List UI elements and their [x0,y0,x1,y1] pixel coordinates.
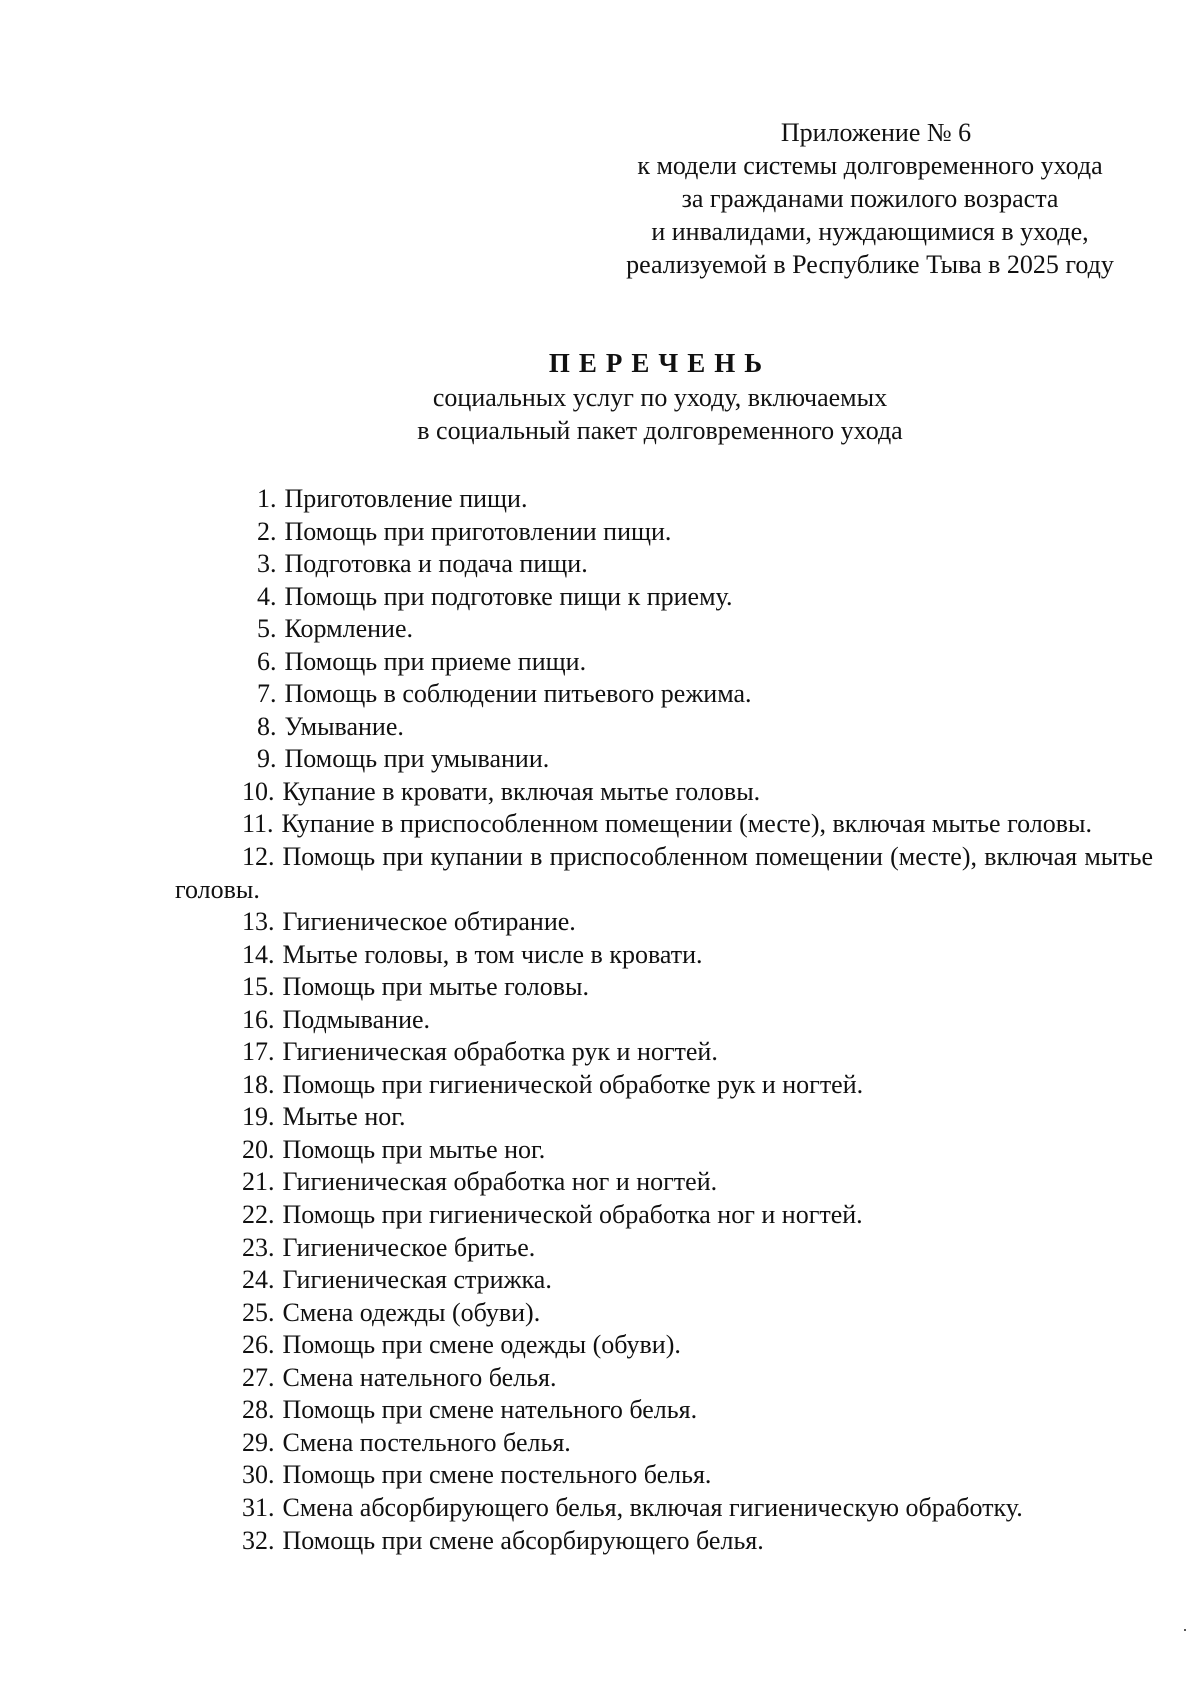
list-item-number: 13. [242,907,275,937]
list-item-text: Приготовление пищи. [284,484,528,513]
list-item-number: 15. [242,972,275,1002]
list-item [175,1004,1153,1037]
list-item [175,1264,1153,1297]
list-item-text: Купание в кровати, включая мытье головы. [282,776,761,806]
list-item-number: 3. [257,549,277,579]
list-item [175,1036,1153,1069]
list-item [175,808,1153,841]
list-item-number: 10. [242,776,275,806]
list-item [175,1329,1153,1362]
list-item-text: Гигиеническая обработка рук и ногтей. [282,1037,718,1067]
subtitle-line: в социальный пакет долговременного ухода [417,416,903,445]
list-item-number: 31. [242,1492,275,1522]
list-item [175,483,1153,516]
list-item-number: 4. [257,581,277,611]
list-item [175,1297,1153,1330]
list-item-text: Мытье ног. [282,1102,406,1132]
list-item-text: Помощь при приеме пищи. [284,646,587,676]
list-item [175,1394,1153,1427]
list-item-number: 22. [242,1200,275,1230]
list-item-text: Помощь в соблюдении питьевого режима. [284,679,752,709]
list-item [175,1232,1153,1265]
list-item-number: 25. [242,1297,275,1327]
list-item-text: Гигиеническое бритье. [282,1232,536,1262]
list-item-text: Гигиеническая обработка ног и ногтей. [282,1167,718,1197]
list-item [175,613,1153,646]
list-item-text: Гигиеническое обтирание. [282,907,576,937]
list-item-text: Помощь при смене постельного белья. [282,1460,712,1490]
annex-line: Приложение № 6 [780,118,972,147]
list-item-text: Смена абсорбирующего белья, включая гигиеническую обработку. [282,1492,1023,1522]
list-item-number: 19. [242,1102,275,1132]
list-item [175,906,1153,939]
list-item-number: 27. [242,1362,275,1392]
list-item [175,1101,1153,1134]
list-item [175,776,1153,809]
list-item-number: 26. [242,1330,275,1360]
list-item-number: 23. [242,1232,275,1262]
list-item-number: 32. [242,1525,275,1555]
list-item-number: 8. [257,711,277,741]
list-item-number: 11. [242,809,274,839]
list-item-number: 30. [242,1460,275,1490]
list-item-number: 20. [242,1134,275,1164]
list-item-text: Смена одежды (обуви). [282,1297,541,1327]
list-item [175,971,1153,1004]
list-item-text: Помощь при смене одежды (обуви). [282,1330,681,1360]
list-item [175,1134,1153,1167]
list-item [175,1166,1153,1199]
list-item-number: 18. [242,1069,275,1099]
list-item-text: Помощь при гигиенической обработка ног и ногтей. [282,1200,863,1230]
list-item [175,1427,1153,1460]
list-item-number: 5. [257,614,277,644]
document-subtitle [0,381,1200,447]
list-item-number: 16. [242,1004,275,1034]
list-item [175,711,1153,744]
list-item-number: 17. [242,1037,275,1067]
list-item [175,646,1153,679]
list-item-number: 6. [257,646,277,676]
list-item-number: 9. [257,744,277,774]
list-item-number: 1. [257,484,277,513]
list-item [175,743,1153,776]
annex-line: и инвалидами, нуждающимися в уходе, [651,217,1089,246]
list-item-text: Купание в приспособленном помещении (месте), включая мытье головы. [281,809,1092,839]
annex-line: реализуемой в Республике Тыва в 2025 году [626,250,1114,279]
list-item-text: Смена постельного белья. [282,1427,571,1457]
subtitle-line: социальных услуг по уходу, включаемых [432,383,888,412]
list-item [175,1459,1153,1492]
list-item-number: 29. [242,1427,275,1457]
list-item-text: Помощь при мытье головы. [282,972,590,1002]
annex-header [600,116,1140,281]
list-item [175,581,1153,614]
list-item [175,1362,1153,1395]
list-item-text: Помощь при смене абсорбирующего белья. [282,1525,764,1555]
list-item [175,1069,1153,1102]
services-list [175,483,1153,1557]
annex-line: за гражданами пожилого возраста [681,184,1059,213]
list-item-number: 2. [257,516,277,546]
list-item [175,678,1153,711]
list-item-text: Подмывание. [282,1004,431,1034]
list-item-text: Мытье головы, в том числе в кровати. [282,939,703,969]
list-item-number: 24. [242,1265,275,1295]
list-item-number: 21. [242,1167,275,1197]
list-item-text: Кормление. [284,614,413,644]
list-item-number: 12. [242,842,275,872]
list-item-text: Гигиеническая стрижка. [282,1265,552,1295]
list-item [175,1199,1153,1232]
list-item-text: Помощь при купании в приспособленном помещении (месте), включая мытье головы. [175,842,1153,904]
list-item-text: Помощь при смене нательного белья. [282,1395,698,1425]
list-item [175,1492,1153,1525]
list-item [175,841,1153,906]
list-item-number: 14. [242,939,275,969]
annex-line: к модели системы долговременного ухода [637,151,1103,180]
list-item-number: 28. [242,1395,275,1425]
list-item-text: Подготовка и подача пищи. [284,549,588,579]
list-item-text: Помощь при подготовке пищи к приему. [284,581,733,611]
list-item-text: Помощь при умывании. [284,744,550,774]
scan-speck [1184,1629,1186,1631]
list-item-text: Помощь при приготовлении пищи. [284,516,672,546]
list-item [175,1525,1153,1558]
list-item [175,548,1153,581]
document-title: ПЕРЕЧЕНЬ [548,348,772,378]
list-item-text: Умывание. [284,711,404,741]
list-item [175,516,1153,549]
list-item-number: 7. [257,679,277,709]
list-item [175,939,1153,972]
list-item-text: Помощь при мытье ног. [282,1134,546,1164]
list-item-text: Смена нательного белья. [282,1362,557,1392]
list-item-text: Помощь при гигиенической обработке рук и ногтей. [282,1069,864,1099]
